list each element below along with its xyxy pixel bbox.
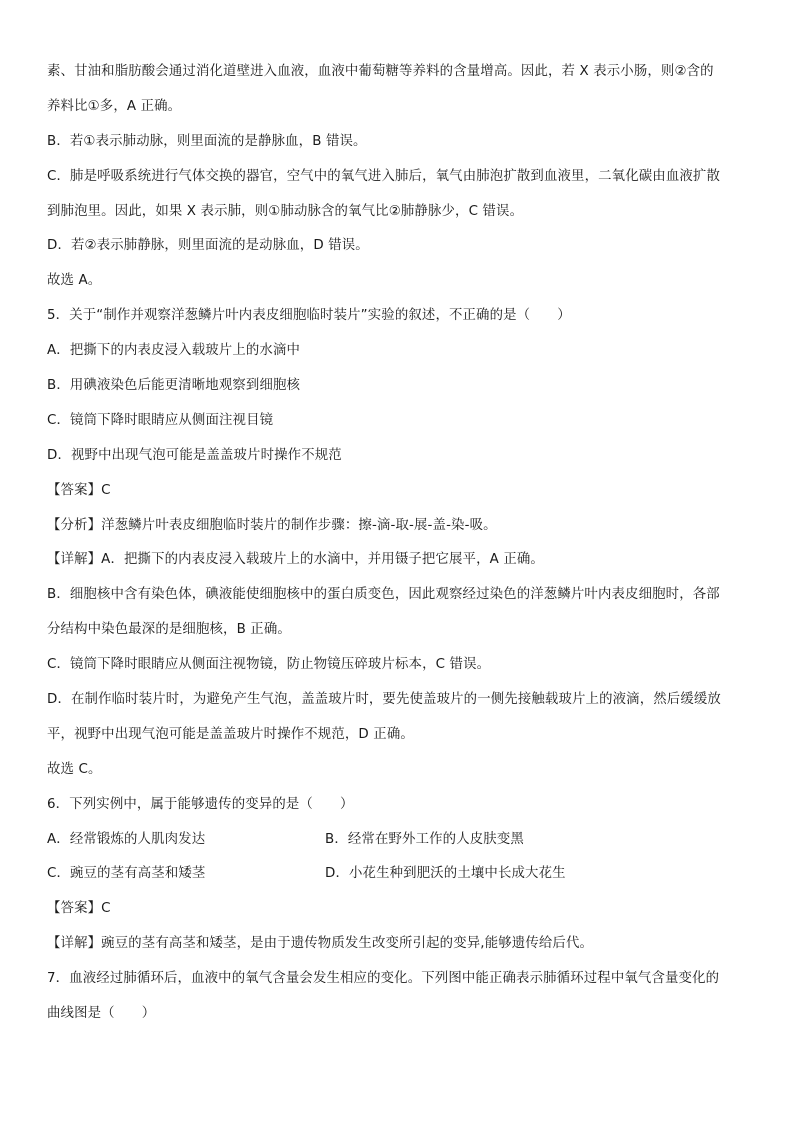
question-6-option-d: D．小花生种到肥沃的土壤中长成大花生 (325, 866, 566, 882)
text-line: 分结构中染色最深的是细胞核，B 正确。 (47, 622, 291, 638)
question-6-options-row-2 (47, 857, 747, 892)
text-line: C．肺是呼吸系统进行气体交换的器官，空气中的氧气进入肺后，氧气由肺泡扩散到血液里，二氧化碳由血液扩散 (47, 168, 720, 184)
text-line: C．镜筒下降时眼睛应从侧面注视物镜，防止物镜压碎玻片标本，C 错误。 (47, 657, 491, 673)
question-7-stem: 7．血液经过肺循环后，血液中的氧气含量会发生相应的变化。下列图中能正确表示肺循环过程中氧气含量变化的 (47, 971, 720, 987)
text-line: D．在制作临时装片时，为避免产生气泡，盖盖玻片时，要先使盖玻片的一侧先接触载玻片上的液滴，然后缓缓放 (47, 692, 721, 708)
document-page (47, 55, 747, 1032)
text-line: B．细胞核中含有染色体，碘液能使细胞核中的蛋白质变色，因此观察经过染色的洋葱鳞片叶内表皮细胞时，各部 (47, 587, 720, 603)
question-6-option-b: B．经常在野外工作的人皮肤变黑 (325, 831, 524, 847)
text-line: B．若①表示肺动脉，则里面流的是静脉血，B 错误。 (47, 133, 367, 149)
question-5-answer: 【答案】C (47, 482, 111, 498)
question-5-detail: 【详解】A．把撕下的内表皮浸入载玻片上的水滴中，并用镊子把它展平，A 正确。 (47, 552, 544, 568)
text-line: 曲线图是（ ） (47, 1006, 156, 1022)
text-line: D．若②表示肺静脉，则里面流的是动脉血，D 错误。 (47, 238, 369, 254)
text-line: 故选 A。 (47, 273, 102, 289)
text-line: 平，视野中出现气泡可能是盖盖玻片时操作不规范，D 正确。 (47, 726, 414, 742)
question-5-option-c: C．镜筒下降时眼睛应从侧面注视目镜 (47, 412, 274, 428)
question-6-detail: 【详解】豌豆的茎有高茎和矮茎，是由于遗传物质发生改变所引起的变异,能够遗传给后代。 (47, 936, 594, 952)
question-5-stem: 5．关于“制作并观察洋葱鳞片叶内表皮细胞临时装片”实验的叙述，不正确的是（ ） (47, 308, 571, 324)
question-6-stem: 6．下列实例中，属于能够遗传的变异的是（ ） (47, 796, 354, 812)
question-6-option-a: A．经常锻炼的人肌肉发达 (47, 831, 206, 847)
text-line: 素、甘油和脂肪酸会通过消化道壁进入血液，血液中葡萄糖等养料的含量增高。因此，若 X 表示小肠，则②含的 (47, 64, 714, 79)
question-6-option-c: C．豌豆的茎有高茎和矮茎 (47, 866, 206, 882)
text-line: 养料比①多，A 正确。 (47, 98, 182, 114)
text-line: 故选 C。 (47, 761, 102, 777)
question-5-option-b: B．用碘液染色后能更清晰地观察到细胞核 (47, 378, 301, 394)
question-6-options-row-1 (47, 823, 747, 858)
question-5-analysis: 【分析】洋葱鳞片叶表皮细胞临时装片的制作步骤：擦-滴-取-展-盖-染-吸。 (47, 517, 497, 533)
question-6-answer: 【答案】C (47, 901, 111, 917)
question-5-option-a: A．把撕下的内表皮浸入载玻片上的水滴中 (47, 343, 301, 359)
question-5-option-d: D．视野中出现气泡可能是盖盖玻片时操作不规范 (47, 447, 342, 463)
text-line: 到肺泡里。因此，如果 X 表示肺，则①肺动脉含的氧气比②肺静脉少，C 错误。 (47, 203, 524, 219)
